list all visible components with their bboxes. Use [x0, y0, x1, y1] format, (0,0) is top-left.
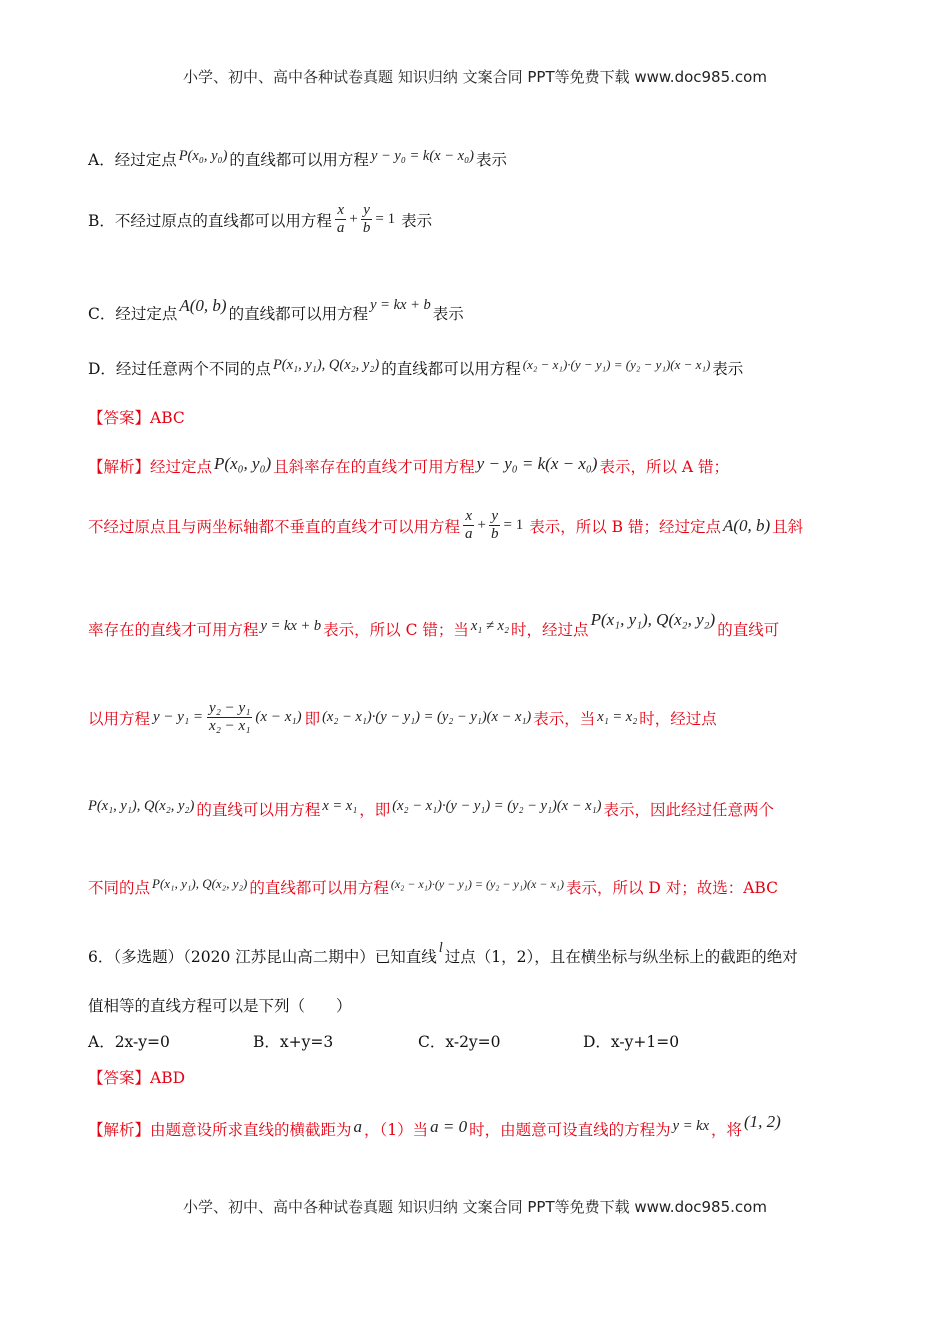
math: y = kx + b — [370, 297, 431, 313]
q6-option-d: D．x-y+1=0 — [583, 1033, 680, 1051]
q6-option-a: A．2x-y=0 — [88, 1033, 170, 1051]
text: D．经过任意两个不同的点 — [88, 360, 271, 378]
q6-option-c: C．x-2y=0 — [418, 1033, 501, 1051]
text: C．经过定点 — [88, 305, 178, 323]
q6-stem-line-2: 值相等的直线方程可以是下列（ ） — [88, 997, 352, 1015]
analysis-line-4: 以用方程 y − y₁ = $\frac{\text{y₂ − y₁}}{\text{x₂ − x₁}}$ (x − x₁) 即 (x₂ − x₁)·(y − y₁) = (y₂ − y₁)(x − x₁) 表示，当 x₁ = x₂ 时，经过点 — [88, 700, 717, 735]
math: P(x₀, y₀) — [178, 148, 228, 164]
text: 的直线都可以用方程 — [229, 151, 369, 169]
text: 的直线都可以用方程 — [228, 305, 369, 323]
math: A(0, b) — [179, 296, 227, 315]
option-a — [88, 148, 507, 170]
answer-prev: 【答案】ABC — [88, 409, 185, 427]
q6-stem-line-1: 6．（多选题）（2020 江苏昆山高二期中）已知直线 l 过点（1，2），且在横坐标与纵坐标上的截距的绝对 — [88, 940, 798, 966]
analysis-line-3: 率存在的直线才可用方程 y = kx + b 表示，所以 C 错；当 x₁ ≠ x₂ 时，经过点P(x₁, y₁), Q(x₂, y₂)的直线可 — [88, 610, 780, 639]
text: A．经过定点 — [88, 151, 177, 169]
text: B．不经过原点的直线都可以用方程 — [88, 211, 332, 230]
text: 表示 — [432, 305, 464, 323]
analysis-line-6: 不同的点 P(x₁, y₁), Q(x₂, y₂) 的直线都可以用方程 (x₂ − x₁)·(y − y₁) = (y₂ − y₁)(x − x₁) 表示，所以 D 对；故选：ABC — [88, 876, 778, 897]
math: (x₂ − x₁)·(y − y₁) = (y₂ − y₁)(x − x₁) — [522, 357, 711, 372]
q6-options — [88, 1030, 679, 1052]
option-c — [88, 296, 464, 324]
analysis-line-2: 不经过原点且与两坐标轴都不垂直的直线才可以用方程 $\frac{x}{a}$ + $\frac{y}{b}$ = 1 表示，所以 B 错；经过定点 A(0, b) 且斜 — [88, 508, 804, 543]
q6-option-b: B．x+y=3 — [253, 1033, 334, 1051]
text: 表示 — [475, 151, 507, 169]
analysis-line-5: P(x₁, y₁), Q(x₂, y₂) 的直线可以用方程 x = x₁ ，即 (x₂ − x₁)·(y − y₁) = (y₂ − y₁)(x − x₁) 表示，因此经过任意两个 — [88, 798, 774, 819]
q6-answer: 【答案】ABD — [88, 1069, 186, 1087]
math: P(x₁, y₁), Q(x₂, y₂) — [272, 357, 380, 373]
text: 的直线都可以用方程 — [381, 360, 521, 378]
math: y − y₀ = k(x − x₀) — [370, 148, 474, 164]
intercept-equation: $\frac{x}{a}$ + $\frac{y}{b}$ = 1 — [336, 202, 396, 237]
text: 表示 — [712, 360, 744, 378]
q6-analysis: 【解析】由题意设所求直线的横截距为 a ，（1）当 a = 0 时，由题意可设直线的方程为 y = kx ，将 (1, 2) — [88, 1112, 781, 1139]
page-header: 小学、初中、高中各种试卷真题 知识归纳 文案合同 PPT等免费下载 www.doc985.com — [183, 68, 767, 86]
option-d — [88, 357, 743, 379]
option-b — [88, 202, 432, 238]
analysis-line-1: 【解析】经过定点 P(x₀, y₀) 且斜率存在的直线才可用方程 y − y₀ = k(x − x₀) 表示，所以 A 错； — [88, 454, 730, 476]
text: 表示 — [401, 211, 433, 230]
page-footer: 小学、初中、高中各种试卷真题 知识归纳 文案合同 PPT等免费下载 www.doc985.com — [183, 1198, 767, 1216]
